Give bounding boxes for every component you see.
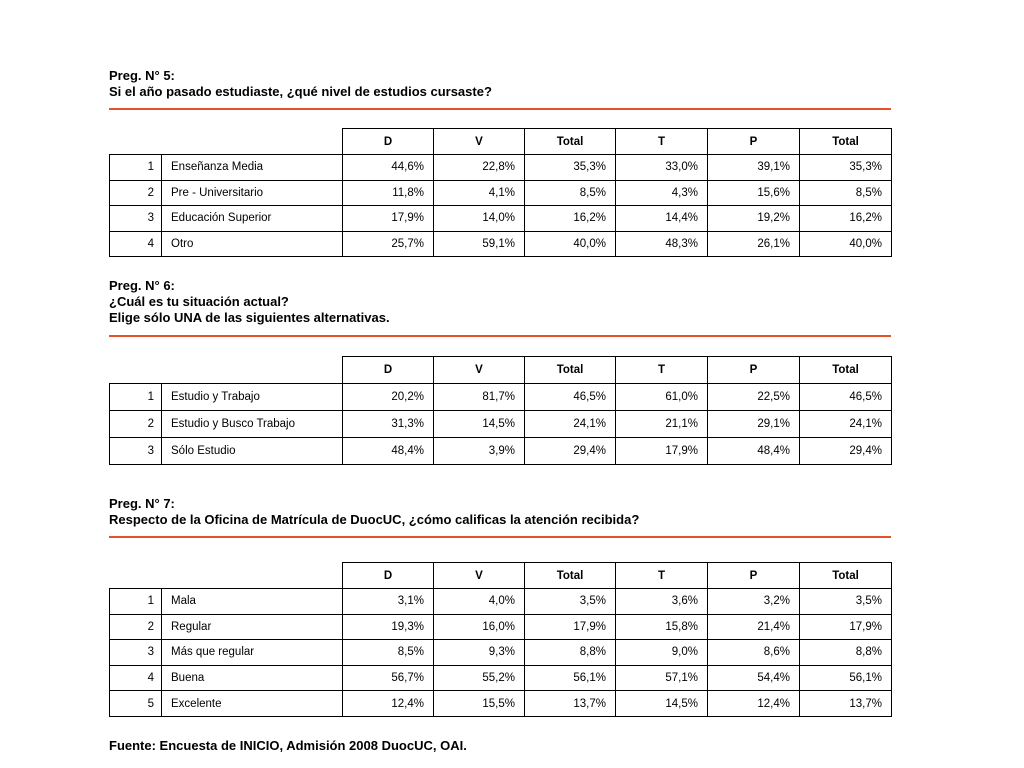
table-row bbox=[110, 155, 892, 181]
percentage-cell: 12,4% bbox=[343, 691, 434, 717]
percentage-cell: 56,1% bbox=[525, 665, 616, 691]
question-5-table bbox=[109, 128, 892, 257]
column-header: Total bbox=[525, 563, 616, 589]
percentage-cell: 8,5% bbox=[800, 180, 892, 206]
percentage-cell: 22,5% bbox=[708, 384, 800, 411]
percentage-cell: 40,0% bbox=[525, 231, 616, 257]
table-header-row bbox=[110, 129, 892, 155]
percentage-cell: 29,4% bbox=[525, 438, 616, 465]
question-7-title bbox=[109, 496, 891, 528]
percentage-cell: 14,5% bbox=[616, 691, 708, 717]
percentage-cell: 3,5% bbox=[800, 589, 892, 615]
percentage-cell: 4,0% bbox=[434, 589, 525, 615]
percentage-cell: 24,1% bbox=[800, 411, 892, 438]
row-number: 1 bbox=[110, 589, 162, 615]
percentage-cell: 48,4% bbox=[343, 438, 434, 465]
table-row bbox=[110, 665, 892, 691]
percentage-cell: 25,7% bbox=[343, 231, 434, 257]
percentage-cell: 20,2% bbox=[343, 384, 434, 411]
column-header: P bbox=[708, 563, 800, 589]
column-header: T bbox=[616, 563, 708, 589]
percentage-cell: 13,7% bbox=[800, 691, 892, 717]
percentage-cell: 21,1% bbox=[616, 411, 708, 438]
percentage-cell: 12,4% bbox=[708, 691, 800, 717]
question-6-instruction: Elige sólo UNA de las siguientes alternativas. bbox=[109, 310, 390, 325]
row-number: 3 bbox=[110, 640, 162, 666]
table-row bbox=[110, 411, 892, 438]
percentage-cell: 46,5% bbox=[525, 384, 616, 411]
percentage-cell: 4,1% bbox=[434, 180, 525, 206]
header-blank-cell bbox=[110, 357, 343, 384]
percentage-cell: 40,0% bbox=[800, 231, 892, 257]
table-row bbox=[110, 384, 892, 411]
row-label: Otro bbox=[162, 231, 343, 257]
row-label: Pre - Universitario bbox=[162, 180, 343, 206]
question-6-text: ¿Cuál es tu situación actual? bbox=[109, 294, 289, 309]
percentage-cell: 56,7% bbox=[343, 665, 434, 691]
column-header: P bbox=[708, 129, 800, 155]
question-5-number: Preg. N° 5: bbox=[109, 68, 175, 83]
table-header-row bbox=[110, 563, 892, 589]
question-5-divider bbox=[109, 108, 891, 110]
percentage-cell: 19,2% bbox=[708, 206, 800, 232]
row-number: 5 bbox=[110, 691, 162, 717]
row-label: Educación Superior bbox=[162, 206, 343, 232]
row-label: Buena bbox=[162, 665, 343, 691]
percentage-cell: 22,8% bbox=[434, 155, 525, 181]
row-number: 4 bbox=[110, 231, 162, 257]
row-label: Estudio y Busco Trabajo bbox=[162, 411, 343, 438]
question-5-title bbox=[109, 68, 891, 100]
percentage-cell: 16,0% bbox=[434, 614, 525, 640]
percentage-cell: 8,8% bbox=[525, 640, 616, 666]
percentage-cell: 35,3% bbox=[800, 155, 892, 181]
question-6-divider bbox=[109, 335, 891, 337]
percentage-cell: 17,9% bbox=[800, 614, 892, 640]
row-number: 3 bbox=[110, 206, 162, 232]
percentage-cell: 9,3% bbox=[434, 640, 525, 666]
header-blank-cell bbox=[110, 563, 343, 589]
percentage-cell: 26,1% bbox=[708, 231, 800, 257]
percentage-cell: 3,1% bbox=[343, 589, 434, 615]
table-row bbox=[110, 180, 892, 206]
row-number: 2 bbox=[110, 180, 162, 206]
percentage-cell: 13,7% bbox=[525, 691, 616, 717]
column-header: P bbox=[708, 357, 800, 384]
table-row bbox=[110, 438, 892, 465]
percentage-cell: 14,5% bbox=[434, 411, 525, 438]
percentage-cell: 3,6% bbox=[616, 589, 708, 615]
percentage-cell: 24,1% bbox=[525, 411, 616, 438]
row-number: 2 bbox=[110, 614, 162, 640]
table-row bbox=[110, 231, 892, 257]
header-blank-cell bbox=[110, 129, 343, 155]
percentage-cell: 39,1% bbox=[708, 155, 800, 181]
question-7-number: Preg. N° 7: bbox=[109, 496, 175, 511]
table-row bbox=[110, 640, 892, 666]
row-label: Enseñanza Media bbox=[162, 155, 343, 181]
percentage-cell: 55,2% bbox=[434, 665, 525, 691]
percentage-cell: 8,8% bbox=[800, 640, 892, 666]
percentage-cell: 14,4% bbox=[616, 206, 708, 232]
percentage-cell: 3,2% bbox=[708, 589, 800, 615]
percentage-cell: 19,3% bbox=[343, 614, 434, 640]
row-label: Mala bbox=[162, 589, 343, 615]
percentage-cell: 56,1% bbox=[800, 665, 892, 691]
percentage-cell: 8,6% bbox=[708, 640, 800, 666]
row-number: 4 bbox=[110, 665, 162, 691]
percentage-cell: 29,4% bbox=[800, 438, 892, 465]
percentage-cell: 15,6% bbox=[708, 180, 800, 206]
table-row bbox=[110, 589, 892, 615]
percentage-cell: 3,5% bbox=[525, 589, 616, 615]
percentage-cell: 17,9% bbox=[616, 438, 708, 465]
row-label: Excelente bbox=[162, 691, 343, 717]
percentage-cell: 57,1% bbox=[616, 665, 708, 691]
percentage-cell: 16,2% bbox=[800, 206, 892, 232]
percentage-cell: 48,4% bbox=[708, 438, 800, 465]
question-6-number: Preg. N° 6: bbox=[109, 278, 175, 293]
percentage-cell: 59,1% bbox=[434, 231, 525, 257]
column-header: D bbox=[343, 563, 434, 589]
percentage-cell: 54,4% bbox=[708, 665, 800, 691]
column-header: V bbox=[434, 563, 525, 589]
question-5-text: Si el año pasado estudiaste, ¿qué nivel de estudios cursaste? bbox=[109, 84, 492, 99]
question-6-table bbox=[109, 356, 892, 465]
percentage-cell: 61,0% bbox=[616, 384, 708, 411]
percentage-cell: 48,3% bbox=[616, 231, 708, 257]
percentage-cell: 4,3% bbox=[616, 180, 708, 206]
column-header: T bbox=[616, 129, 708, 155]
question-7-text: Respecto de la Oficina de Matrícula de DuocUC, ¿cómo calificas la atención recibida? bbox=[109, 512, 640, 527]
column-header: Total bbox=[525, 357, 616, 384]
percentage-cell: 11,8% bbox=[343, 180, 434, 206]
column-header: D bbox=[343, 129, 434, 155]
table-header-row bbox=[110, 357, 892, 384]
row-label: Más que regular bbox=[162, 640, 343, 666]
percentage-cell: 14,0% bbox=[434, 206, 525, 232]
percentage-cell: 33,0% bbox=[616, 155, 708, 181]
source-note: Fuente: Encuesta de INICIO, Admisión 2008 DuocUC, OAI. bbox=[109, 738, 467, 753]
row-number: 1 bbox=[110, 384, 162, 411]
percentage-cell: 17,9% bbox=[343, 206, 434, 232]
column-header: Total bbox=[800, 129, 892, 155]
percentage-cell: 31,3% bbox=[343, 411, 434, 438]
row-number: 2 bbox=[110, 411, 162, 438]
percentage-cell: 17,9% bbox=[525, 614, 616, 640]
percentage-cell: 46,5% bbox=[800, 384, 892, 411]
column-header: V bbox=[434, 357, 525, 384]
table-row bbox=[110, 691, 892, 717]
percentage-cell: 8,5% bbox=[343, 640, 434, 666]
row-label: Sólo Estudio bbox=[162, 438, 343, 465]
percentage-cell: 21,4% bbox=[708, 614, 800, 640]
row-number: 1 bbox=[110, 155, 162, 181]
percentage-cell: 29,1% bbox=[708, 411, 800, 438]
table-row bbox=[110, 614, 892, 640]
percentage-cell: 16,2% bbox=[525, 206, 616, 232]
column-header: D bbox=[343, 357, 434, 384]
row-label: Regular bbox=[162, 614, 343, 640]
row-number: 3 bbox=[110, 438, 162, 465]
question-6-title bbox=[109, 278, 891, 326]
percentage-cell: 15,5% bbox=[434, 691, 525, 717]
percentage-cell: 81,7% bbox=[434, 384, 525, 411]
row-label: Estudio y Trabajo bbox=[162, 384, 343, 411]
column-header: Total bbox=[525, 129, 616, 155]
column-header: V bbox=[434, 129, 525, 155]
percentage-cell: 9,0% bbox=[616, 640, 708, 666]
percentage-cell: 15,8% bbox=[616, 614, 708, 640]
column-header: Total bbox=[800, 357, 892, 384]
percentage-cell: 3,9% bbox=[434, 438, 525, 465]
question-7-table bbox=[109, 562, 892, 717]
table-row bbox=[110, 206, 892, 232]
percentage-cell: 44,6% bbox=[343, 155, 434, 181]
percentage-cell: 35,3% bbox=[525, 155, 616, 181]
percentage-cell: 8,5% bbox=[525, 180, 616, 206]
column-header: T bbox=[616, 357, 708, 384]
question-7-divider bbox=[109, 536, 891, 538]
column-header: Total bbox=[800, 563, 892, 589]
